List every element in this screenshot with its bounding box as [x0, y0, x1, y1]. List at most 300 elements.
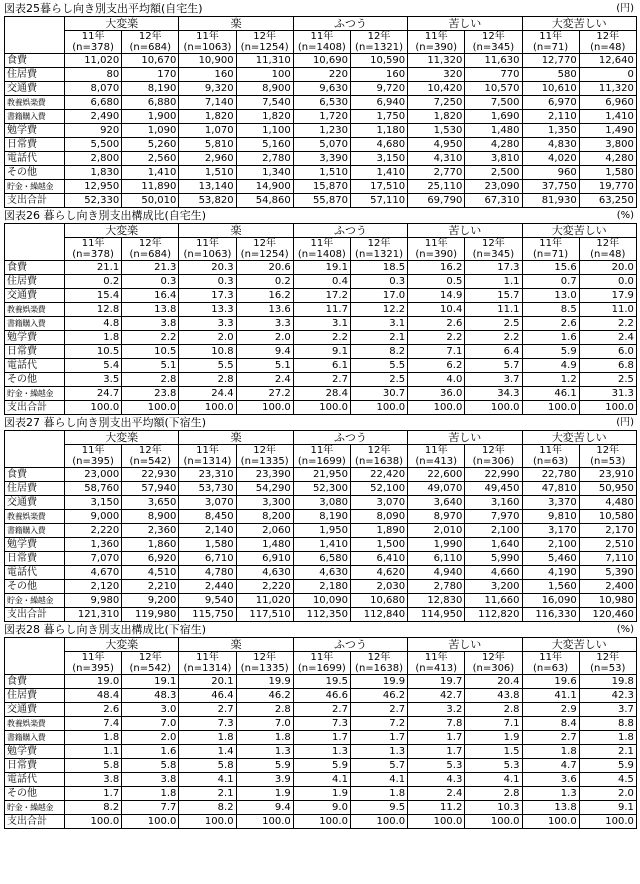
table-cell: 6.1 — [293, 359, 350, 373]
table-cell: 4,780 — [179, 566, 236, 580]
sample-size: (n=63) — [522, 663, 579, 675]
table-cell: 22,780 — [522, 468, 579, 482]
table-cell: 1,580 — [179, 538, 236, 552]
table-cell: 1.3 — [350, 745, 407, 759]
year-header: 12年 — [579, 238, 636, 250]
table-cell: 2.8 — [465, 787, 522, 801]
table-cell: 2,490 — [65, 110, 122, 124]
table-cell: 2.0 — [122, 731, 179, 745]
table-cell: 9,320 — [179, 82, 236, 96]
table-row — [5, 731, 637, 745]
row-label: 支出合計 — [5, 815, 65, 829]
table-cell: 10,900 — [179, 54, 236, 68]
table-cell: 25,110 — [408, 180, 465, 194]
table-cell: 9,000 — [65, 510, 122, 524]
table-cell: 57,110 — [350, 194, 407, 208]
table-cell: 7,500 — [465, 96, 522, 110]
table-cell: 1.8 — [522, 745, 579, 759]
corner-cell — [5, 431, 65, 468]
table-row — [5, 138, 637, 152]
year-header: 12年 — [579, 652, 636, 664]
sample-size: (n=413) — [408, 456, 465, 468]
table-row — [5, 359, 637, 373]
table-cell: 27.2 — [236, 387, 293, 401]
table-row — [5, 166, 637, 180]
table-cell: 54,290 — [236, 482, 293, 496]
table-cell: 1.9 — [293, 787, 350, 801]
table-row — [5, 275, 637, 289]
table-cell: 6,920 — [122, 552, 179, 566]
table-cell: 4,670 — [65, 566, 122, 580]
table-cell: 6,580 — [293, 552, 350, 566]
table-cell: 0.4 — [293, 275, 350, 289]
row-label: 教養娯楽費 — [5, 96, 65, 110]
table-cell: 8,970 — [408, 510, 465, 524]
table-cell: 100.0 — [122, 815, 179, 829]
table-cell: 2.4 — [408, 787, 465, 801]
expense-table — [4, 16, 637, 208]
table-cell: 11,020 — [236, 594, 293, 608]
sample-size: (n=1408) — [293, 249, 350, 261]
table-cell: 2.2 — [293, 331, 350, 345]
table-cell: 10,680 — [350, 594, 407, 608]
table-row — [5, 387, 637, 401]
group-header-row — [5, 431, 637, 445]
table-row — [5, 815, 637, 829]
sample-size: (n=306) — [465, 663, 522, 675]
table-cell: 3.8 — [122, 773, 179, 787]
table-title: 図表28 暮らし向き別支出構成比(下宿生) — [4, 623, 207, 636]
table-cell: 2.1 — [579, 745, 636, 759]
sample-size: (n=1063) — [179, 42, 236, 54]
year-header: 11年 — [293, 238, 350, 250]
table-cell: 4.1 — [465, 773, 522, 787]
table-cell: 16.4 — [122, 289, 179, 303]
table-cell: 1.6 — [522, 331, 579, 345]
table-cell: 160 — [350, 68, 407, 82]
table-cell: 9.5 — [350, 801, 407, 815]
row-label: 電話代 — [5, 152, 65, 166]
table-cell: 52,300 — [293, 482, 350, 496]
table-cell: 2.5 — [350, 373, 407, 387]
table-cell: 10,420 — [408, 82, 465, 96]
table-cell: 8,090 — [350, 510, 407, 524]
table-cell: 20.4 — [465, 675, 522, 689]
table-cell: 34.3 — [465, 387, 522, 401]
table-cell: 2.2 — [122, 331, 179, 345]
table-cell: 10,610 — [522, 82, 579, 96]
table-cell: 8.2 — [350, 345, 407, 359]
table-cell: 8.8 — [579, 717, 636, 731]
row-label: 支出合計 — [5, 194, 65, 208]
table-cell: 2.8 — [179, 373, 236, 387]
table-row — [5, 289, 637, 303]
table-cell: 10,580 — [579, 510, 636, 524]
table-cell: 46.6 — [293, 689, 350, 703]
sample-size: (n=1063) — [179, 249, 236, 261]
table-cell: 580 — [522, 68, 579, 82]
table-cell: 6.2 — [408, 359, 465, 373]
table-cell: 112,820 — [465, 608, 522, 622]
table-cell: 6.0 — [579, 345, 636, 359]
table-cell: 41.1 — [522, 689, 579, 703]
table-row — [5, 496, 637, 510]
table-cell: 24.7 — [65, 387, 122, 401]
year-row — [5, 238, 637, 250]
table-row — [5, 54, 637, 68]
table-cell: 6.4 — [465, 345, 522, 359]
table-cell: 2,220 — [65, 524, 122, 538]
table-cell: 23,090 — [465, 180, 522, 194]
year-header: 12年 — [579, 445, 636, 457]
table-cell: 1,490 — [579, 124, 636, 138]
table-cell: 1.8 — [122, 787, 179, 801]
table-section — [4, 209, 636, 415]
table-row — [5, 124, 637, 138]
table-cell: 116,330 — [522, 608, 579, 622]
expense-table — [4, 430, 637, 622]
group-header: 大変楽 — [65, 638, 179, 652]
sample-size: (n=390) — [408, 42, 465, 54]
sample-size: (n=71) — [522, 249, 579, 261]
unit-label: (円) — [616, 3, 634, 14]
table-cell: 100.0 — [408, 401, 465, 415]
sample-size: (n=684) — [122, 249, 179, 261]
table-cell: 58,760 — [65, 482, 122, 496]
year-header: 11年 — [179, 652, 236, 664]
table-cell: 2,060 — [236, 524, 293, 538]
table-cell: 8,190 — [122, 82, 179, 96]
table-cell: 320 — [408, 68, 465, 82]
table-cell: 43.8 — [465, 689, 522, 703]
corner-cell — [5, 224, 65, 261]
table-cell: 6,110 — [408, 552, 465, 566]
table-cell: 3,800 — [579, 138, 636, 152]
group-header: 楽 — [179, 17, 293, 31]
sample-size: (n=684) — [122, 42, 179, 54]
table-cell: 28.4 — [293, 387, 350, 401]
table-cell: 6,940 — [350, 96, 407, 110]
table-cell: 24.4 — [179, 387, 236, 401]
table-cell: 1,410 — [350, 166, 407, 180]
table-cell: 9.4 — [236, 345, 293, 359]
table-cell: 9.4 — [236, 801, 293, 815]
table-header — [4, 2, 636, 16]
table-cell: 54,860 — [236, 194, 293, 208]
table-cell: 50,010 — [122, 194, 179, 208]
table-cell: 1.3 — [293, 745, 350, 759]
table-cell: 2.5 — [465, 317, 522, 331]
sample-size: (n=1254) — [236, 42, 293, 54]
year-header: 11年 — [179, 445, 236, 457]
table-section — [4, 2, 636, 208]
table-cell: 7.0 — [236, 717, 293, 731]
year-header: 12年 — [579, 31, 636, 43]
table-cell: 6,530 — [293, 96, 350, 110]
year-header: 11年 — [293, 652, 350, 664]
year-header: 12年 — [236, 652, 293, 664]
table-cell: 3,160 — [465, 496, 522, 510]
sample-size: (n=1254) — [236, 249, 293, 261]
table-cell: 11,310 — [236, 54, 293, 68]
table-cell: 1,820 — [179, 110, 236, 124]
table-cell: 1.3 — [522, 787, 579, 801]
table-cell: 6,970 — [522, 96, 579, 110]
table-cell: 7,070 — [65, 552, 122, 566]
group-header: ふつう — [293, 17, 407, 31]
sample-size: (n=413) — [408, 663, 465, 675]
table-cell: 57,940 — [122, 482, 179, 496]
table-cell: 1,560 — [522, 580, 579, 594]
group-header: 苦しい — [408, 224, 522, 238]
table-cell: 8.5 — [522, 303, 579, 317]
table-cell: 2.8 — [465, 703, 522, 717]
table-cell: 20.1 — [179, 675, 236, 689]
sample-size-row — [5, 456, 637, 468]
unit-label: (%) — [616, 624, 634, 635]
table-cell: 3,300 — [236, 496, 293, 510]
table-cell: 22,990 — [465, 468, 522, 482]
table-row — [5, 482, 637, 496]
row-label: 交通費 — [5, 496, 65, 510]
table-cell: 15,870 — [293, 180, 350, 194]
table-cell: 4,280 — [579, 152, 636, 166]
table-cell: 1.5 — [465, 745, 522, 759]
table-cell: 11.2 — [408, 801, 465, 815]
year-header: 12年 — [122, 238, 179, 250]
table-cell: 7.8 — [408, 717, 465, 731]
table-cell: 2,440 — [179, 580, 236, 594]
table-cell: 46.2 — [350, 689, 407, 703]
row-label: 電話代 — [5, 566, 65, 580]
table-header — [4, 416, 636, 430]
table-cell: 114,950 — [408, 608, 465, 622]
table-cell: 4,660 — [465, 566, 522, 580]
table-cell: 5,390 — [579, 566, 636, 580]
table-cell: 100.0 — [408, 815, 465, 829]
table-cell: 36.0 — [408, 387, 465, 401]
table-cell: 1,180 — [350, 124, 407, 138]
table-cell: 770 — [465, 68, 522, 82]
table-cell: 9,630 — [293, 82, 350, 96]
table-cell: 10,590 — [350, 54, 407, 68]
row-label: 支出合計 — [5, 608, 65, 622]
table-cell: 42.3 — [579, 689, 636, 703]
table-cell: 4.5 — [579, 773, 636, 787]
table-cell: 4,190 — [522, 566, 579, 580]
row-label: 住居費 — [5, 275, 65, 289]
table-cell: 1.7 — [293, 731, 350, 745]
table-cell: 4.1 — [350, 773, 407, 787]
table-cell: 5.4 — [65, 359, 122, 373]
table-cell: 2,170 — [579, 524, 636, 538]
row-label: 食費 — [5, 261, 65, 275]
table-cell: 49,450 — [465, 482, 522, 496]
table-cell: 4.8 — [65, 317, 122, 331]
row-label: 食費 — [5, 54, 65, 68]
table-cell: 4,480 — [579, 496, 636, 510]
table-cell: 5,160 — [236, 138, 293, 152]
table-cell: 160 — [179, 68, 236, 82]
table-cell: 100.0 — [236, 815, 293, 829]
group-header: 大変楽 — [65, 224, 179, 238]
table-cell: 18.5 — [350, 261, 407, 275]
table-cell: 6,410 — [350, 552, 407, 566]
table-cell: 8,450 — [179, 510, 236, 524]
year-header: 11年 — [65, 31, 122, 43]
expense-table — [4, 223, 637, 415]
year-row — [5, 31, 637, 43]
table-cell: 2.4 — [236, 373, 293, 387]
table-cell: 52,100 — [350, 482, 407, 496]
table-cell: 7.1 — [465, 717, 522, 731]
year-header: 11年 — [522, 31, 579, 43]
group-header: 大変苦しい — [522, 431, 636, 445]
table-cell: 3.8 — [65, 773, 122, 787]
table-cell: 13.0 — [522, 289, 579, 303]
table-cell: 0 — [579, 68, 636, 82]
sample-size: (n=542) — [122, 456, 179, 468]
table-cell: 4.1 — [179, 773, 236, 787]
table-cell: 42.7 — [408, 689, 465, 703]
table-cell: 14,900 — [236, 180, 293, 194]
table-cell: 0.2 — [65, 275, 122, 289]
table-cell: 3,200 — [465, 580, 522, 594]
table-cell: 1,750 — [350, 110, 407, 124]
table-cell: 17.0 — [350, 289, 407, 303]
sample-size: (n=390) — [408, 249, 465, 261]
table-cell: 100.0 — [122, 401, 179, 415]
table-cell: 5.1 — [236, 359, 293, 373]
group-header: ふつう — [293, 431, 407, 445]
sample-size-row — [5, 663, 637, 675]
corner-cell — [5, 638, 65, 675]
table-cell: 2,140 — [179, 524, 236, 538]
table-cell: 19.8 — [579, 675, 636, 689]
table-cell: 6,880 — [122, 96, 179, 110]
table-cell: 1.1 — [465, 275, 522, 289]
table-cell: 5.9 — [579, 759, 636, 773]
group-header: 苦しい — [408, 17, 522, 31]
row-label: 教養娯楽費 — [5, 303, 65, 317]
table-cell: 23,390 — [236, 468, 293, 482]
table-cell: 3.2 — [408, 703, 465, 717]
table-cell: 2.7 — [522, 731, 579, 745]
table-cell: 9,980 — [65, 594, 122, 608]
table-cell: 53,730 — [179, 482, 236, 496]
row-label: 貯金・繰越金 — [5, 180, 65, 194]
table-cell: 4,630 — [236, 566, 293, 580]
table-cell: 10.5 — [65, 345, 122, 359]
table-cell: 100.0 — [579, 815, 636, 829]
table-cell: 47,810 — [522, 482, 579, 496]
row-label: 住居費 — [5, 68, 65, 82]
table-cell: 8.4 — [522, 717, 579, 731]
table-cell: 1.6 — [122, 745, 179, 759]
table-cell: 2.8 — [236, 703, 293, 717]
table-cell: 13.8 — [522, 801, 579, 815]
table-cell: 9,810 — [522, 510, 579, 524]
table-cell: 11.1 — [465, 303, 522, 317]
table-cell: 1.8 — [579, 731, 636, 745]
table-cell: 1,860 — [122, 538, 179, 552]
table-cell: 6,680 — [65, 96, 122, 110]
sample-size: (n=48) — [579, 249, 636, 261]
year-header: 12年 — [350, 652, 407, 664]
table-cell: 49,070 — [408, 482, 465, 496]
row-label: 貯金・繰越金 — [5, 801, 65, 815]
table-cell: 3.1 — [350, 317, 407, 331]
table-cell: 0.5 — [408, 275, 465, 289]
table-cell: 2,500 — [465, 166, 522, 180]
table-cell: 8.2 — [65, 801, 122, 815]
table-cell: 2,110 — [522, 110, 579, 124]
table-cell: 8,900 — [122, 510, 179, 524]
table-cell: 1.7 — [408, 731, 465, 745]
year-header: 12年 — [350, 445, 407, 457]
table-cell: 7.3 — [293, 717, 350, 731]
table-cell: 19.1 — [122, 675, 179, 689]
sample-size-row — [5, 42, 637, 54]
table-title: 図表27 暮らし向き別支出平均額(下宿生) — [4, 416, 207, 429]
table-cell: 1.3 — [236, 745, 293, 759]
table-cell: 1,480 — [236, 538, 293, 552]
table-cell: 2.7 — [179, 703, 236, 717]
table-cell: 9,720 — [350, 82, 407, 96]
table-row — [5, 110, 637, 124]
year-header: 11年 — [65, 445, 122, 457]
table-row — [5, 759, 637, 773]
row-label: 書籍購入費 — [5, 317, 65, 331]
row-label: 電話代 — [5, 773, 65, 787]
table-cell: 15.4 — [65, 289, 122, 303]
row-label: 住居費 — [5, 689, 65, 703]
table-cell: 5,260 — [122, 138, 179, 152]
table-row — [5, 703, 637, 717]
table-cell: 19,770 — [579, 180, 636, 194]
table-cell: 2,100 — [522, 538, 579, 552]
table-cell: 1.8 — [350, 787, 407, 801]
row-label: 書籍購入費 — [5, 731, 65, 745]
year-header: 12年 — [236, 31, 293, 43]
table-cell: 1,340 — [236, 166, 293, 180]
table-cell: 2.2 — [408, 331, 465, 345]
sample-size: (n=48) — [579, 42, 636, 54]
table-cell: 9.0 — [293, 801, 350, 815]
table-cell: 100.0 — [65, 815, 122, 829]
sample-size: (n=1335) — [236, 663, 293, 675]
table-cell: 4.3 — [408, 773, 465, 787]
table-cell: 4,680 — [350, 138, 407, 152]
table-cell: 12,830 — [408, 594, 465, 608]
year-header: 11年 — [293, 445, 350, 457]
table-cell: 220 — [293, 68, 350, 82]
group-header-row — [5, 224, 637, 238]
table-cell: 1.7 — [65, 787, 122, 801]
table-row — [5, 538, 637, 552]
table-cell: 3,150 — [350, 152, 407, 166]
year-row — [5, 652, 637, 664]
row-label: 書籍購入費 — [5, 524, 65, 538]
table-cell: 69,790 — [408, 194, 465, 208]
table-cell: 19.5 — [293, 675, 350, 689]
sample-size: (n=1699) — [293, 456, 350, 468]
year-header: 11年 — [408, 31, 465, 43]
table-cell: 55,870 — [293, 194, 350, 208]
table-cell: 960 — [522, 166, 579, 180]
table-cell: 2.6 — [522, 317, 579, 331]
table-cell: 53,820 — [179, 194, 236, 208]
